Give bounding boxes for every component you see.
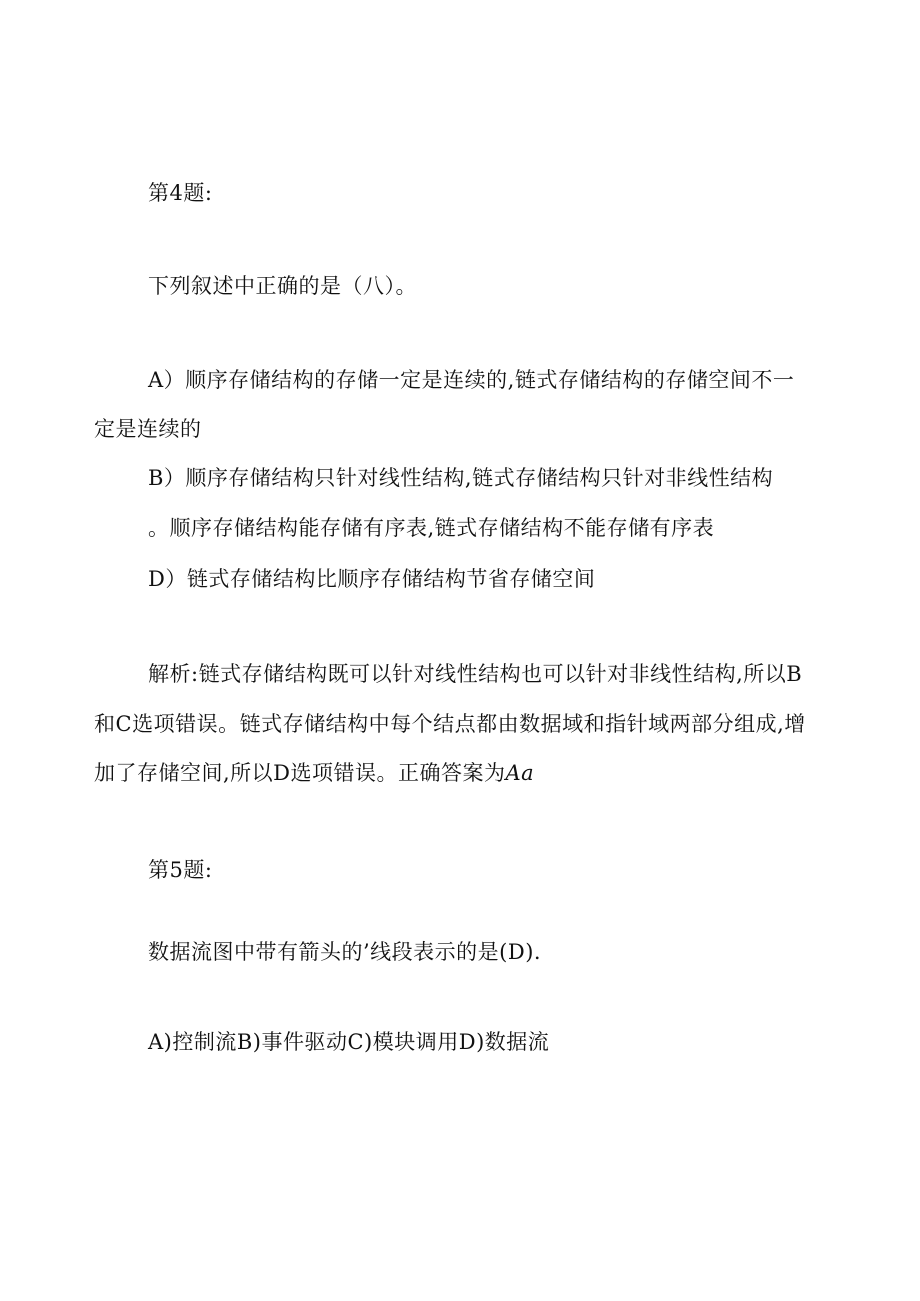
question-5-heading: 第5题: [148,858,213,882]
question-5-options: A)控制流B)事件驱动C)模块调用D)数据流 [148,1030,550,1054]
question-4-heading: 第4题: [148,181,213,205]
option-a-line-2: 定是连续的 [94,417,202,441]
option-c: 。顺序存储结构能存储有序表,链式存储结构不能存储有序表 [148,516,715,540]
option-d: D）链式存储结构比顺序存储结构节省存储空间 [148,567,596,591]
option-a-line-1: A）顺序存储结构的存储一定是连续的,链式存储结构的存储空间不一 [148,368,795,392]
option-b: B）顺序存储结构只针对线性结构,链式存储结构只针对非线性结构 [148,466,774,490]
question-4-text: 下列叙述中正确的是（八）。 [148,274,417,298]
analysis-line-2: 和C选项错误。链式存储结构中每个结点都由数据域和指针域两部分组成,增 [94,712,806,736]
analysis-line-1: 解析:链式存储结构既可以针对线性结构也可以针对非线性结构,所以B [148,662,803,686]
analysis-line-3-text: 加了存储空间,所以D选项错误。正确答案为 [94,761,506,785]
analysis-line-3 [94,758,534,788]
question-5-text: 数据流图中带有箭头的’线段表示的是(D). [148,940,542,964]
answer-mark: Aa [505,761,535,785]
